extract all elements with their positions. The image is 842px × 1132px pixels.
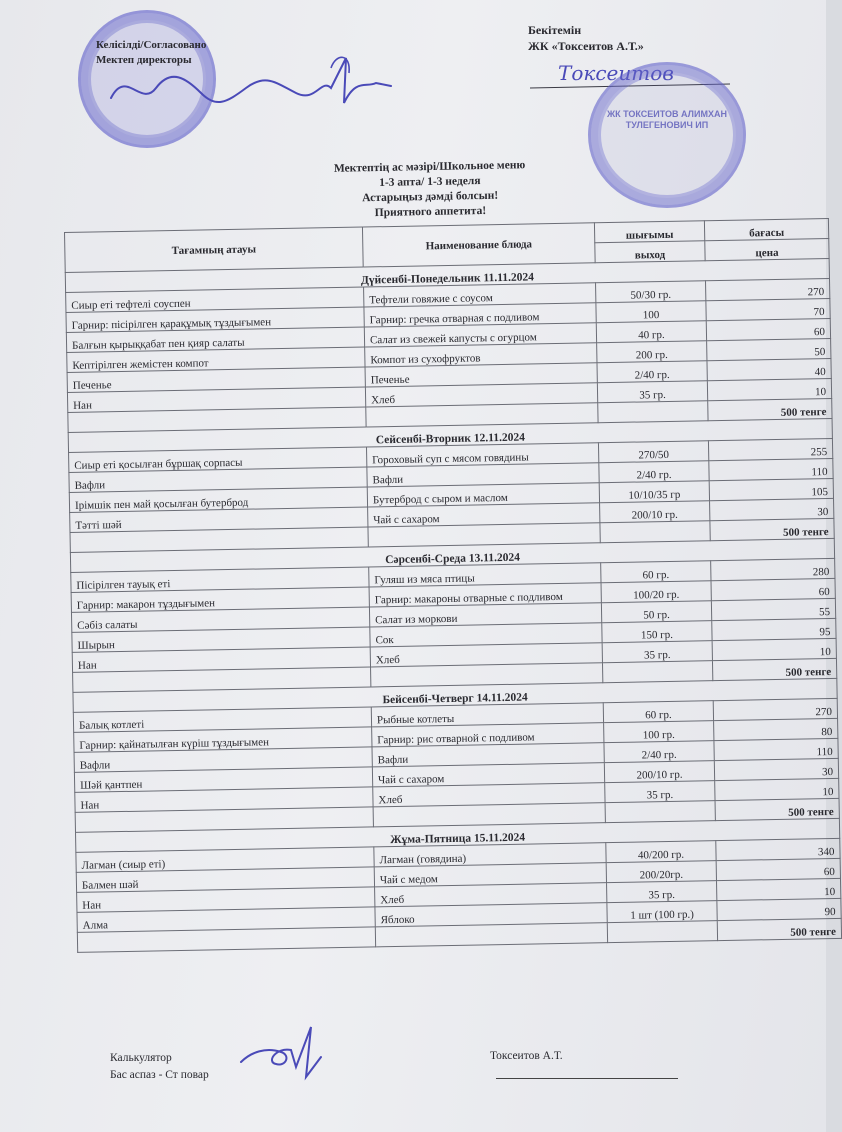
ru-dish-name: Хлеб: [375, 883, 607, 907]
dish-price: 50: [707, 338, 831, 360]
ru-dish-name: Гуляш из мяса птицы: [369, 563, 601, 587]
dish-yield: 2/40 гр.: [599, 461, 709, 483]
stamp-right-text: ЖК ТОКСЕИТОВ АЛИМХАН ТУЛЕГЕНОВИЧ ИП: [607, 109, 727, 130]
ru-dish-name: Гарнир: рис отварной с подливом: [372, 723, 604, 747]
empty-cell: [77, 927, 375, 952]
dish-yield: 35 гр.: [607, 881, 717, 903]
empty-cell: [607, 921, 717, 943]
ru-dish-name: Хлеб: [370, 643, 602, 667]
dish-price: 10: [715, 778, 839, 800]
col-header-yield-ru: выход: [595, 241, 705, 263]
dish-yield: 35 гр.: [597, 381, 707, 403]
dish-yield: 2/40 гр.: [597, 361, 707, 383]
menu-body: [65, 258, 841, 952]
kz-dish-name: Гарнир: пісірілген қарақұмық тұздығымен: [66, 307, 364, 332]
ru-dish-name: Гороховый суп с мясом говядины: [366, 443, 598, 467]
ru-dish-name: Гарнир: гречка отварная с подливом: [364, 303, 596, 327]
ru-dish-name: Хлеб: [373, 783, 605, 807]
col-header-price-kz: бағасы: [704, 218, 828, 240]
dish-yield: 200/10 гр.: [604, 761, 714, 783]
dish-yield: 50/30 гр.: [596, 281, 706, 303]
dish-price: 340: [716, 838, 840, 860]
dish-price: 40: [707, 358, 831, 380]
footer-signature-line: [496, 1078, 678, 1079]
dish-yield: 50 гр.: [601, 601, 711, 623]
day-total: 500 тенге: [710, 518, 834, 540]
dish-yield: 2/40 гр.: [604, 741, 714, 763]
kz-dish-name: Гарнир: макарон тұздығымен: [71, 587, 369, 612]
empty-cell: [605, 801, 715, 823]
ru-dish-name: Тефтели говяжие с соусом: [364, 283, 596, 307]
day-title: Сейсенбі-Вторник 12.11.2024: [68, 418, 832, 452]
dish-yield: 100 гр.: [604, 721, 714, 743]
footer-chef-label: Бас аспаз - Ст повар: [110, 1069, 209, 1081]
ru-dish-name: Чай с медом: [374, 863, 606, 887]
kz-dish-name: Нан: [75, 787, 373, 812]
chef-signature: [236, 1022, 336, 1082]
ru-dish-name: Печенье: [365, 363, 597, 387]
dish-yield: 270/50: [598, 441, 708, 463]
dish-price: 60: [706, 318, 830, 340]
kz-dish-name: Вафли: [69, 467, 367, 492]
kz-dish-name: Сәбіз салаты: [71, 607, 369, 632]
ru-dish-name: Сок: [370, 623, 602, 647]
day-title: Сәрсенбі-Среда 13.11.2024: [70, 538, 834, 572]
ru-dish-name: Лагман (говядина): [374, 843, 606, 867]
dish-price: 110: [714, 738, 838, 760]
empty-cell: [375, 923, 607, 947]
dish-price: 10: [707, 378, 831, 400]
menu-table: [64, 218, 842, 953]
dish-price: 110: [709, 458, 833, 480]
dish-yield: 100: [596, 301, 706, 323]
kz-dish-name: Балғын қырыққабат пен қияр салаты: [66, 327, 364, 352]
kz-dish-name: Балық котлеті: [73, 707, 371, 732]
dish-price: 60: [716, 858, 840, 880]
dish-price: 30: [710, 498, 834, 520]
dish-price: 70: [706, 298, 830, 320]
kz-dish-name: Шәй қантпен: [74, 767, 372, 792]
director-signature: [106, 48, 396, 118]
kz-dish-name: Печенье: [67, 367, 365, 392]
owner-signature-text: Токсеитов: [558, 61, 674, 85]
empty-cell: [598, 401, 708, 423]
ru-dish-name: Рыбные котлеты: [371, 703, 603, 727]
dish-yield: 40/200 гр.: [606, 841, 716, 863]
kz-dish-name: Ірімшік пен май қосылған бутерброд: [69, 487, 367, 512]
dish-yield: 60 гр.: [601, 561, 711, 583]
day-title: Жұма-Пятница 15.11.2024: [76, 818, 840, 852]
kz-dish-name: Тәтті шәй: [70, 507, 368, 532]
dish-price: 80: [714, 718, 838, 740]
footer-right-name: Токсеитов А.Т.: [490, 1050, 563, 1062]
dish-price: 10: [712, 638, 836, 660]
dish-price: 30: [714, 758, 838, 780]
kz-dish-name: Нан: [77, 887, 375, 912]
official-stamp-right: [588, 62, 746, 208]
dish-price: 90: [717, 898, 841, 920]
dish-yield: 40 гр.: [596, 321, 706, 343]
col-header-kz-name: Тағамның атауы: [65, 227, 364, 272]
dish-price: 255: [708, 438, 832, 460]
dish-yield: 200/20гр.: [606, 861, 716, 883]
dish-yield: 35 гр.: [605, 781, 715, 803]
kz-dish-name: Лагман (сиыр еті): [76, 847, 374, 872]
empty-cell: [602, 661, 712, 683]
col-header-price-ru: цена: [705, 238, 829, 260]
ru-dish-name: Салат из моркови: [369, 603, 601, 627]
title-line3: Астарыңыз дәмді болсын!: [362, 189, 499, 205]
ru-dish-name: Салат из свежей капусты с огурцом: [364, 323, 596, 347]
col-header-yield-kz: шығымы: [594, 221, 704, 243]
kz-dish-name: Нан: [67, 387, 365, 412]
approval-right-line1: Бекітемін: [528, 23, 582, 37]
ru-dish-name: Чай с сахаром: [372, 763, 604, 787]
kz-dish-name: Алма: [77, 907, 375, 932]
kz-dish-name: Сиыр еті қосылған бұршақ сорпасы: [69, 447, 367, 472]
kz-dish-name: Кептірілген жемістен компот: [67, 347, 365, 372]
col-header-ru-name: Наименование блюда: [362, 223, 595, 267]
approval-left-line2: Мектеп директоры: [96, 54, 192, 66]
dish-yield: 200 гр.: [597, 341, 707, 363]
ru-dish-name: Вафли: [372, 743, 604, 767]
footer-calculator-label: Калькулятор: [110, 1052, 172, 1064]
approval-right-block: [528, 22, 644, 54]
day-total: 500 тенге: [712, 658, 836, 680]
day-total: 500 тенге: [708, 398, 832, 420]
dish-price: 280: [711, 558, 835, 580]
title-line2: 1-3 апта/ 1-3 неделя: [379, 175, 481, 189]
dish-yield: 10/10/35 гр: [599, 481, 709, 503]
day-title: Бейсенбі-Четверг 14.11.2024: [73, 678, 837, 712]
dish-price: 10: [716, 878, 840, 900]
ru-dish-name: Яблоко: [375, 903, 607, 927]
empty-cell: [600, 521, 710, 543]
kz-dish-name: Нан: [72, 647, 370, 672]
ru-dish-name: Чай с сахаром: [368, 503, 600, 527]
kz-dish-name: Сиыр еті тефтелі соуспен: [66, 287, 364, 312]
dish-price: 270: [706, 278, 830, 300]
kz-dish-name: Балмен шәй: [76, 867, 374, 892]
day-total: 500 тенге: [715, 798, 839, 820]
footer-left: [110, 1050, 209, 1084]
dish-yield: 60 гр.: [603, 701, 713, 723]
menu-title-block: [259, 157, 600, 224]
ru-dish-name: Хлеб: [365, 383, 597, 407]
approval-right-line2: ЖК «Токсеитов А.Т.»: [528, 39, 644, 53]
ru-dish-name: Вафли: [367, 463, 599, 487]
dish-price: 55: [711, 598, 835, 620]
dish-price: 270: [713, 698, 837, 720]
dish-yield: 1 шт (100 гр.): [607, 901, 717, 923]
day-total: 500 тенге: [717, 918, 841, 940]
title-line4: Приятного аппетита!: [374, 204, 487, 220]
approval-left-line1: Келісілді/Согласовано: [96, 39, 207, 51]
dish-yield: 200/10 гр.: [600, 501, 710, 523]
ru-dish-name: Гарнир: макароны отварные с подливом: [369, 583, 601, 607]
dish-yield: 100/20 гр.: [601, 581, 711, 603]
ru-dish-name: Компот из сухофруктов: [365, 343, 597, 367]
menu-table-wrapper: [64, 218, 841, 953]
dish-price: 95: [712, 618, 836, 640]
kz-dish-name: Гарнир: қайнатылған күріш тұздығымен: [74, 727, 372, 752]
kz-dish-name: Пісірілген тауық еті: [71, 567, 369, 592]
dish-price: 105: [709, 478, 833, 500]
title-line1: Мектептің ас мәзірі/Школьное меню: [333, 159, 526, 175]
dish-yield: 150 гр.: [602, 621, 712, 643]
kz-dish-name: Вафли: [74, 747, 372, 772]
ru-dish-name: Бутерброд с сыром и маслом: [367, 483, 599, 507]
dish-yield: 35 гр.: [602, 641, 712, 663]
day-title: Дүйсенбі-Понедельник 11.11.2024: [65, 258, 829, 292]
dish-price: 60: [711, 578, 835, 600]
kz-dish-name: Шырын: [72, 627, 370, 652]
